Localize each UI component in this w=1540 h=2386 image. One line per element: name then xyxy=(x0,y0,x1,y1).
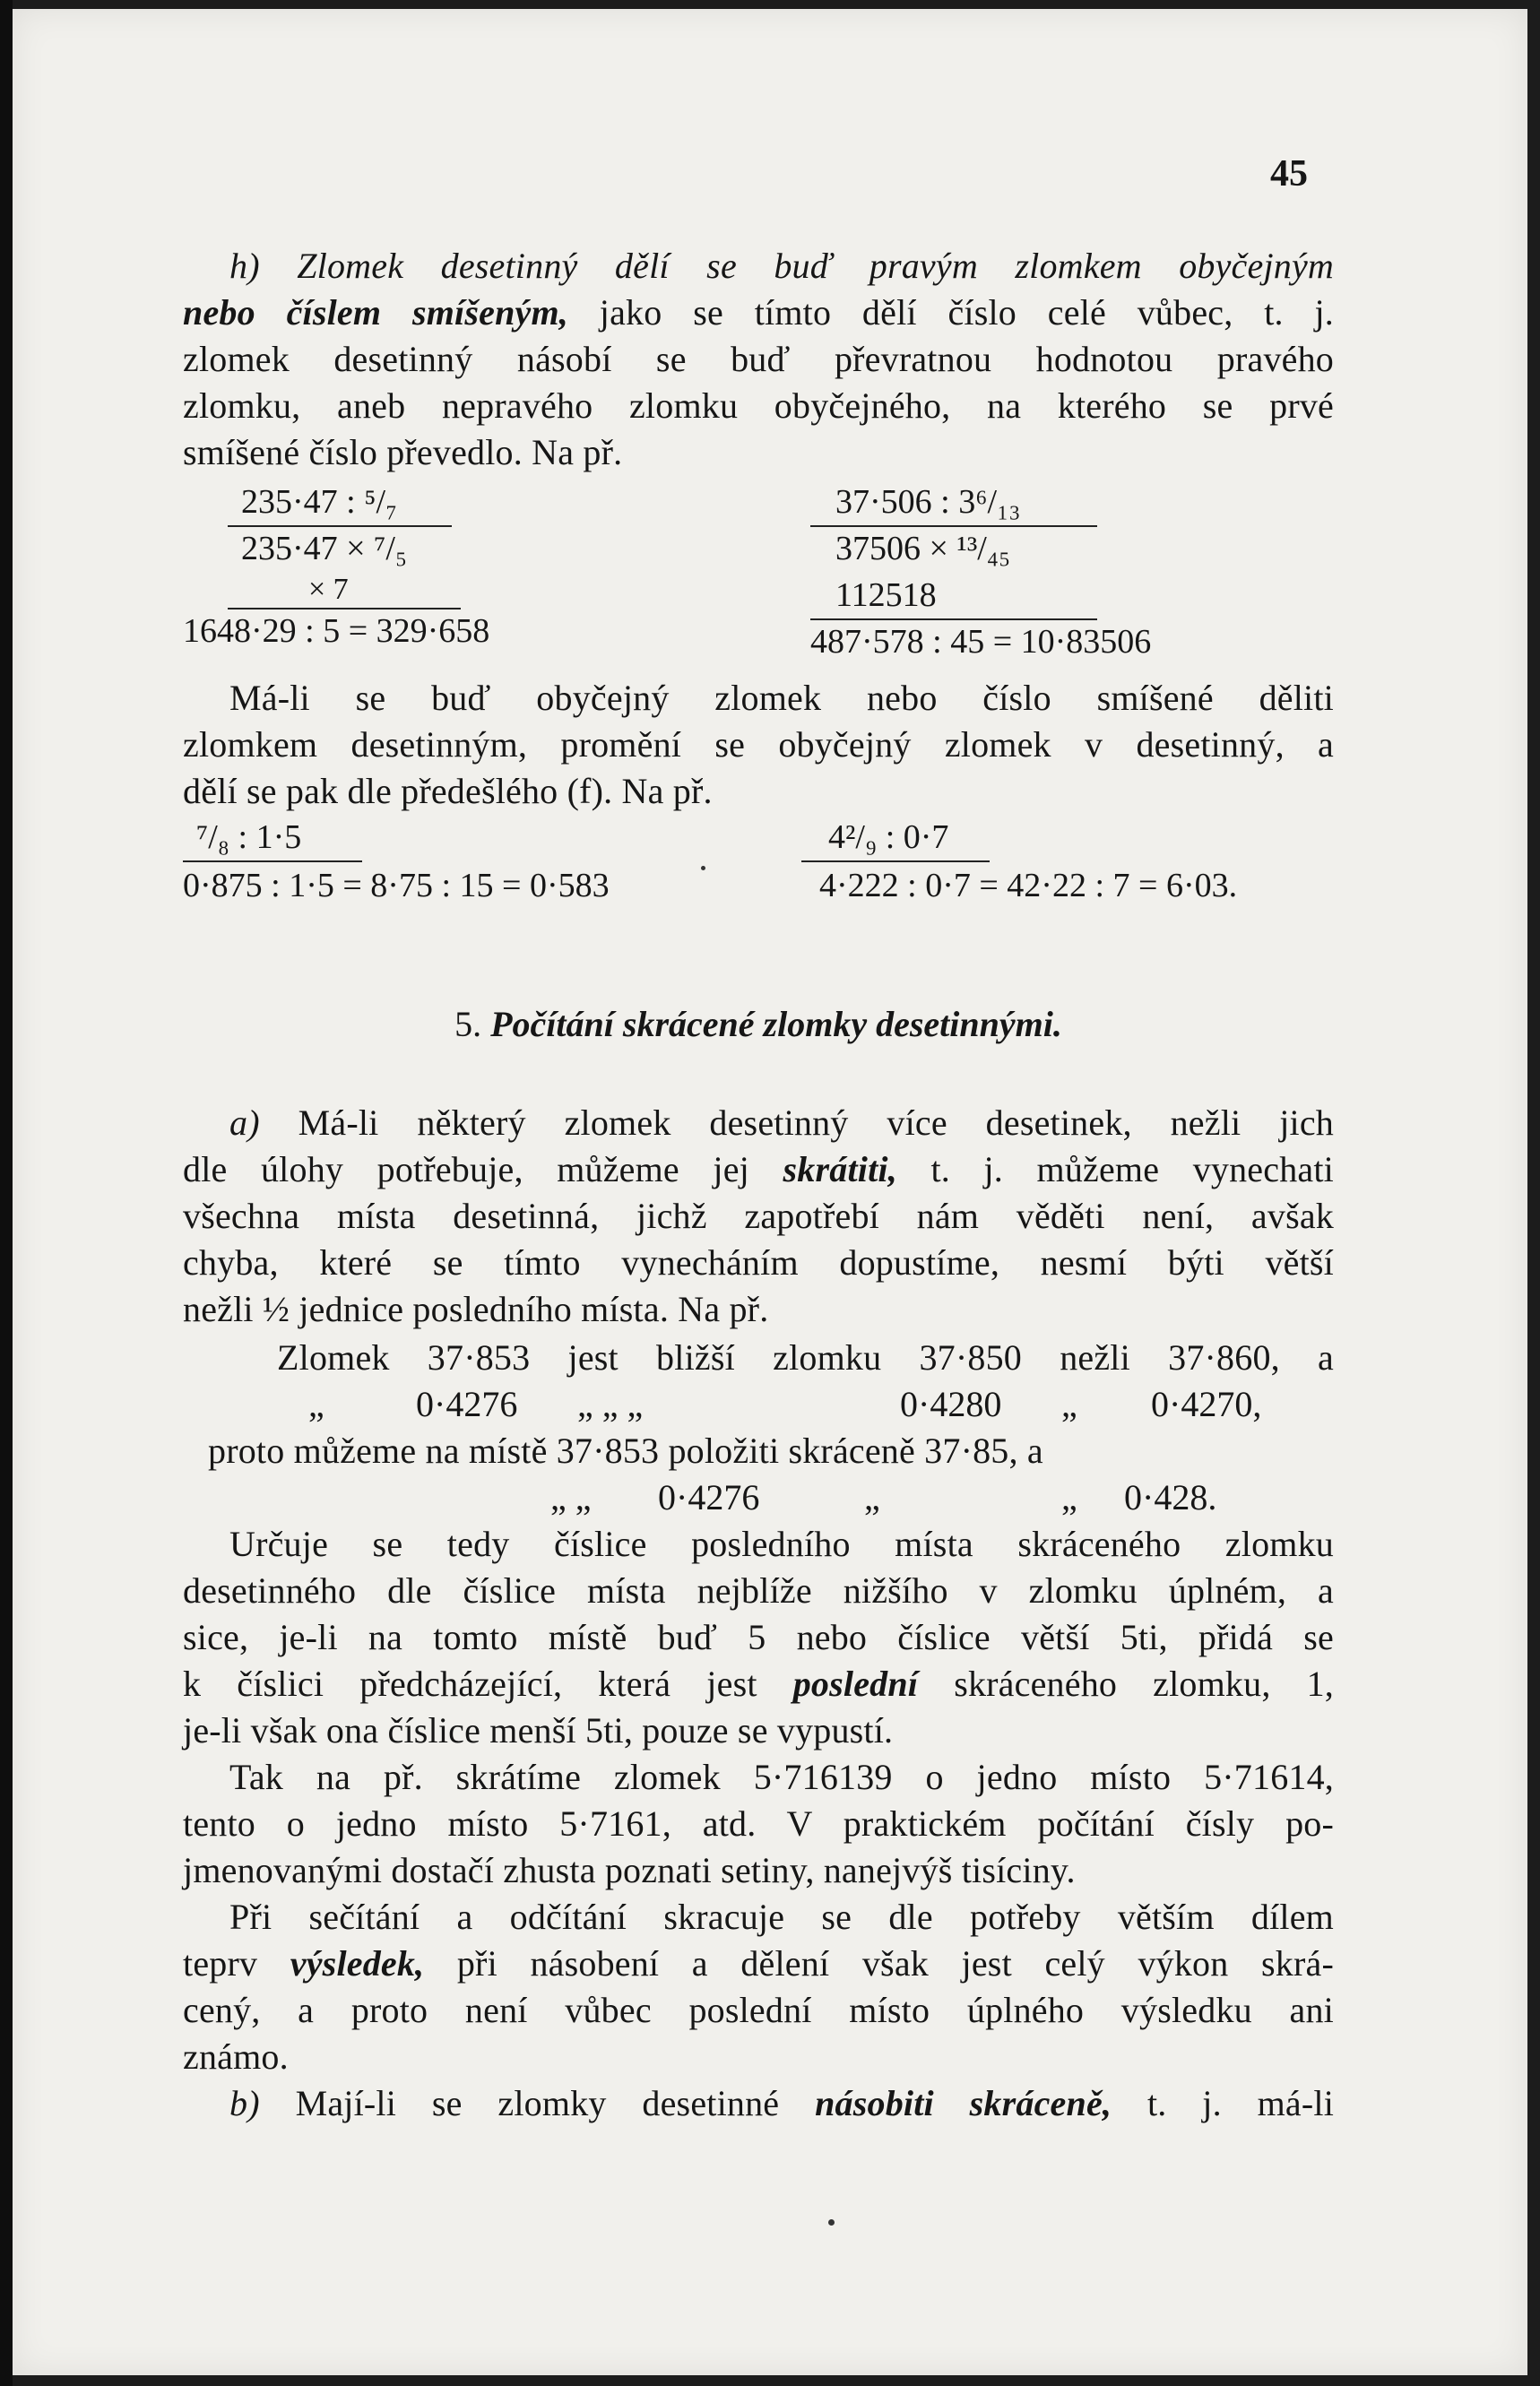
comparison-value: 0·4280 xyxy=(900,1384,1002,1424)
comparison-value: 0·4276 xyxy=(658,1477,760,1517)
section-title: Počítání skrácené zlomky desetinnými. xyxy=(490,1004,1062,1044)
para-h-line-4: zlomku, aneb nepravého zlomku obyčejného, na kterého se prvé xyxy=(183,385,1334,426)
para-tak-line-1: Tak na př. skrátíme zlomek 5·716139 o jedno místo 5·71614, xyxy=(229,1757,1334,1797)
para-a-line-4: chyba, které se tímto vynecháním dopustíme, nesmí býti větší xyxy=(183,1242,1334,1283)
scan-left-edge xyxy=(0,0,13,2386)
para-mali-line-3: dělí se pak dle předešlého (f). Na př. xyxy=(183,771,713,811)
comparison-value: 0·4276 xyxy=(416,1384,518,1424)
comparison-value: 0·4270, xyxy=(1151,1384,1262,1424)
page-number: 45 xyxy=(1270,153,1308,195)
print-speck xyxy=(828,2219,835,2226)
repeating-decimal-dot xyxy=(701,866,705,870)
ditto-mark: „ xyxy=(864,1477,880,1517)
para-a-line-5: nežli ½ jednice posledního místa. Na př. xyxy=(183,1289,769,1329)
comparison-value: 0·428. xyxy=(1124,1477,1217,1517)
ex2-rule-1 xyxy=(810,525,1097,527)
ditto-mark: „ xyxy=(1061,1477,1077,1517)
ex2-line-3: 112518 xyxy=(835,576,937,614)
para-a-line-3: všechna místa desetinná, jichž zapotřebí nám věděti není, avšak xyxy=(183,1196,1334,1236)
ex1-rule-1 xyxy=(228,525,452,527)
para-mali-line-2: zlomkem desetinným, promění se obyčejný zlomek v desetinný, a xyxy=(183,724,1334,765)
ex4-line-1: 4²/₉ : 0·7 xyxy=(828,818,949,856)
para-a-line-1: a) Má-li některý zlomek desetinný více desetinek, nežli jich xyxy=(229,1102,1335,1143)
para-h-label: h) xyxy=(229,246,260,286)
ex2-line-2: 37506 × ¹³/₄₅ xyxy=(835,530,1011,567)
section-heading xyxy=(183,1002,1334,1047)
para-urc-line-5: je-li však ona číslice menší 5ti, pouze se vypustí. xyxy=(183,1710,894,1751)
para-urc-line-4: k číslici předcházející, která jest poslední skráceného zlomku, 1, xyxy=(183,1664,1334,1704)
ex4-line-2: 4·222 : 0·7 = 42·22 : 7 = 6·03. xyxy=(819,867,1238,904)
ex1-line-4: 1648·29 : 5 = 329·658 xyxy=(183,612,490,650)
ex2-rule-2 xyxy=(810,618,1097,620)
ex3-line-2: 0·875 : 1·5 = 8·75 : 15 = 0·583 xyxy=(183,867,610,904)
comparison-row-3: proto můžeme na místě 37·853 položiti skráceně 37·85, a xyxy=(208,1431,1043,1471)
ex1-line-2: 235·47 × ⁷/₅ xyxy=(241,530,408,567)
ex1-rule-2 xyxy=(228,608,461,609)
book-page xyxy=(13,9,1527,2375)
comparison-row-1: Zlomek 37·853 jest bližší zlomku 37·850 nežli 37·860, a xyxy=(277,1337,1334,1378)
para-urc-line-3: sice, je-li na tomto místě buď 5 nebo číslice větší 5ti, přidá se xyxy=(183,1617,1334,1657)
ex3-rule xyxy=(183,860,362,862)
ditto-mark: „ xyxy=(308,1384,324,1424)
para-h-line-5: smíšené číslo převedlo. Na př. xyxy=(183,432,623,472)
para-pri-line-1: Při sečítání a odčítání skracuje se dle potřeby větším dílem xyxy=(229,1897,1334,1937)
para-pri-line-3: cený, a proto není vůbec poslední místo úplného výsledku ani xyxy=(183,1990,1334,2030)
ex1-line-3: × 7 xyxy=(308,573,349,606)
para-h-line-1 xyxy=(183,244,1334,289)
ditto-marks: „ „ xyxy=(550,1477,592,1517)
para-pri-line-2: teprv výsledek, při násobení a dělení však jest celý výkon skrá- xyxy=(183,1943,1334,1984)
para-urc-line-1: Určuje se tedy číslice posledního místa skráceného zlomku xyxy=(229,1524,1334,1564)
para-b-line-1: b) Mají-li se zlomky desetinné násobiti skráceně, t. j. má-li xyxy=(229,2083,1335,2123)
para-urc-line-2: desetinného dle číslice místa nejblíže nižšího v zlomku úplném, a xyxy=(183,1570,1334,1611)
para-a-line-2: dle úlohy potřebuje, můžeme jej skrátiti, t. j. můžeme vynechati xyxy=(183,1149,1334,1189)
ex4-rule xyxy=(801,860,990,862)
para-tak-line-3: jmenovanými dostačí zhusta poznati setiny, nanejvýš tisíciny. xyxy=(183,1850,1076,1890)
ditto-mark: „ xyxy=(1061,1384,1077,1424)
para-h-line-3: zlomek desetinný násobí se buď převratnou hodnotou pravého xyxy=(183,339,1334,379)
ex1-line-1: 235·47 : ⁵/₇ xyxy=(241,483,398,521)
para-h-line-2: nebo číslem smíšeným, jako se tímto dělí číslo celé vůbec, t. j. xyxy=(183,292,1334,333)
ex2-line-1: 37·506 : 3⁶/₁₃ xyxy=(835,483,1021,521)
ex2-line-4: 487·578 : 45 = 10·83506 xyxy=(810,623,1152,661)
para-pri-line-4: známo. xyxy=(183,2036,289,2077)
section-number: 5. xyxy=(454,1004,482,1044)
para-tak-line-2: tento o jedno místo 5·7161, atd. V praktickém počítání čísly po- xyxy=(183,1803,1334,1844)
ex3-line-1: ⁷/₈ : 1·5 xyxy=(196,818,302,856)
para-h-lead: Zlomek desetinný dělí se buď pravým zlomkem obyčejným xyxy=(297,246,1335,286)
para-mali-line-1: Má-li se buď obyčejný zlomek nebo číslo smíšené děliti xyxy=(229,678,1334,718)
ditto-marks: „ „ „ xyxy=(577,1384,644,1424)
